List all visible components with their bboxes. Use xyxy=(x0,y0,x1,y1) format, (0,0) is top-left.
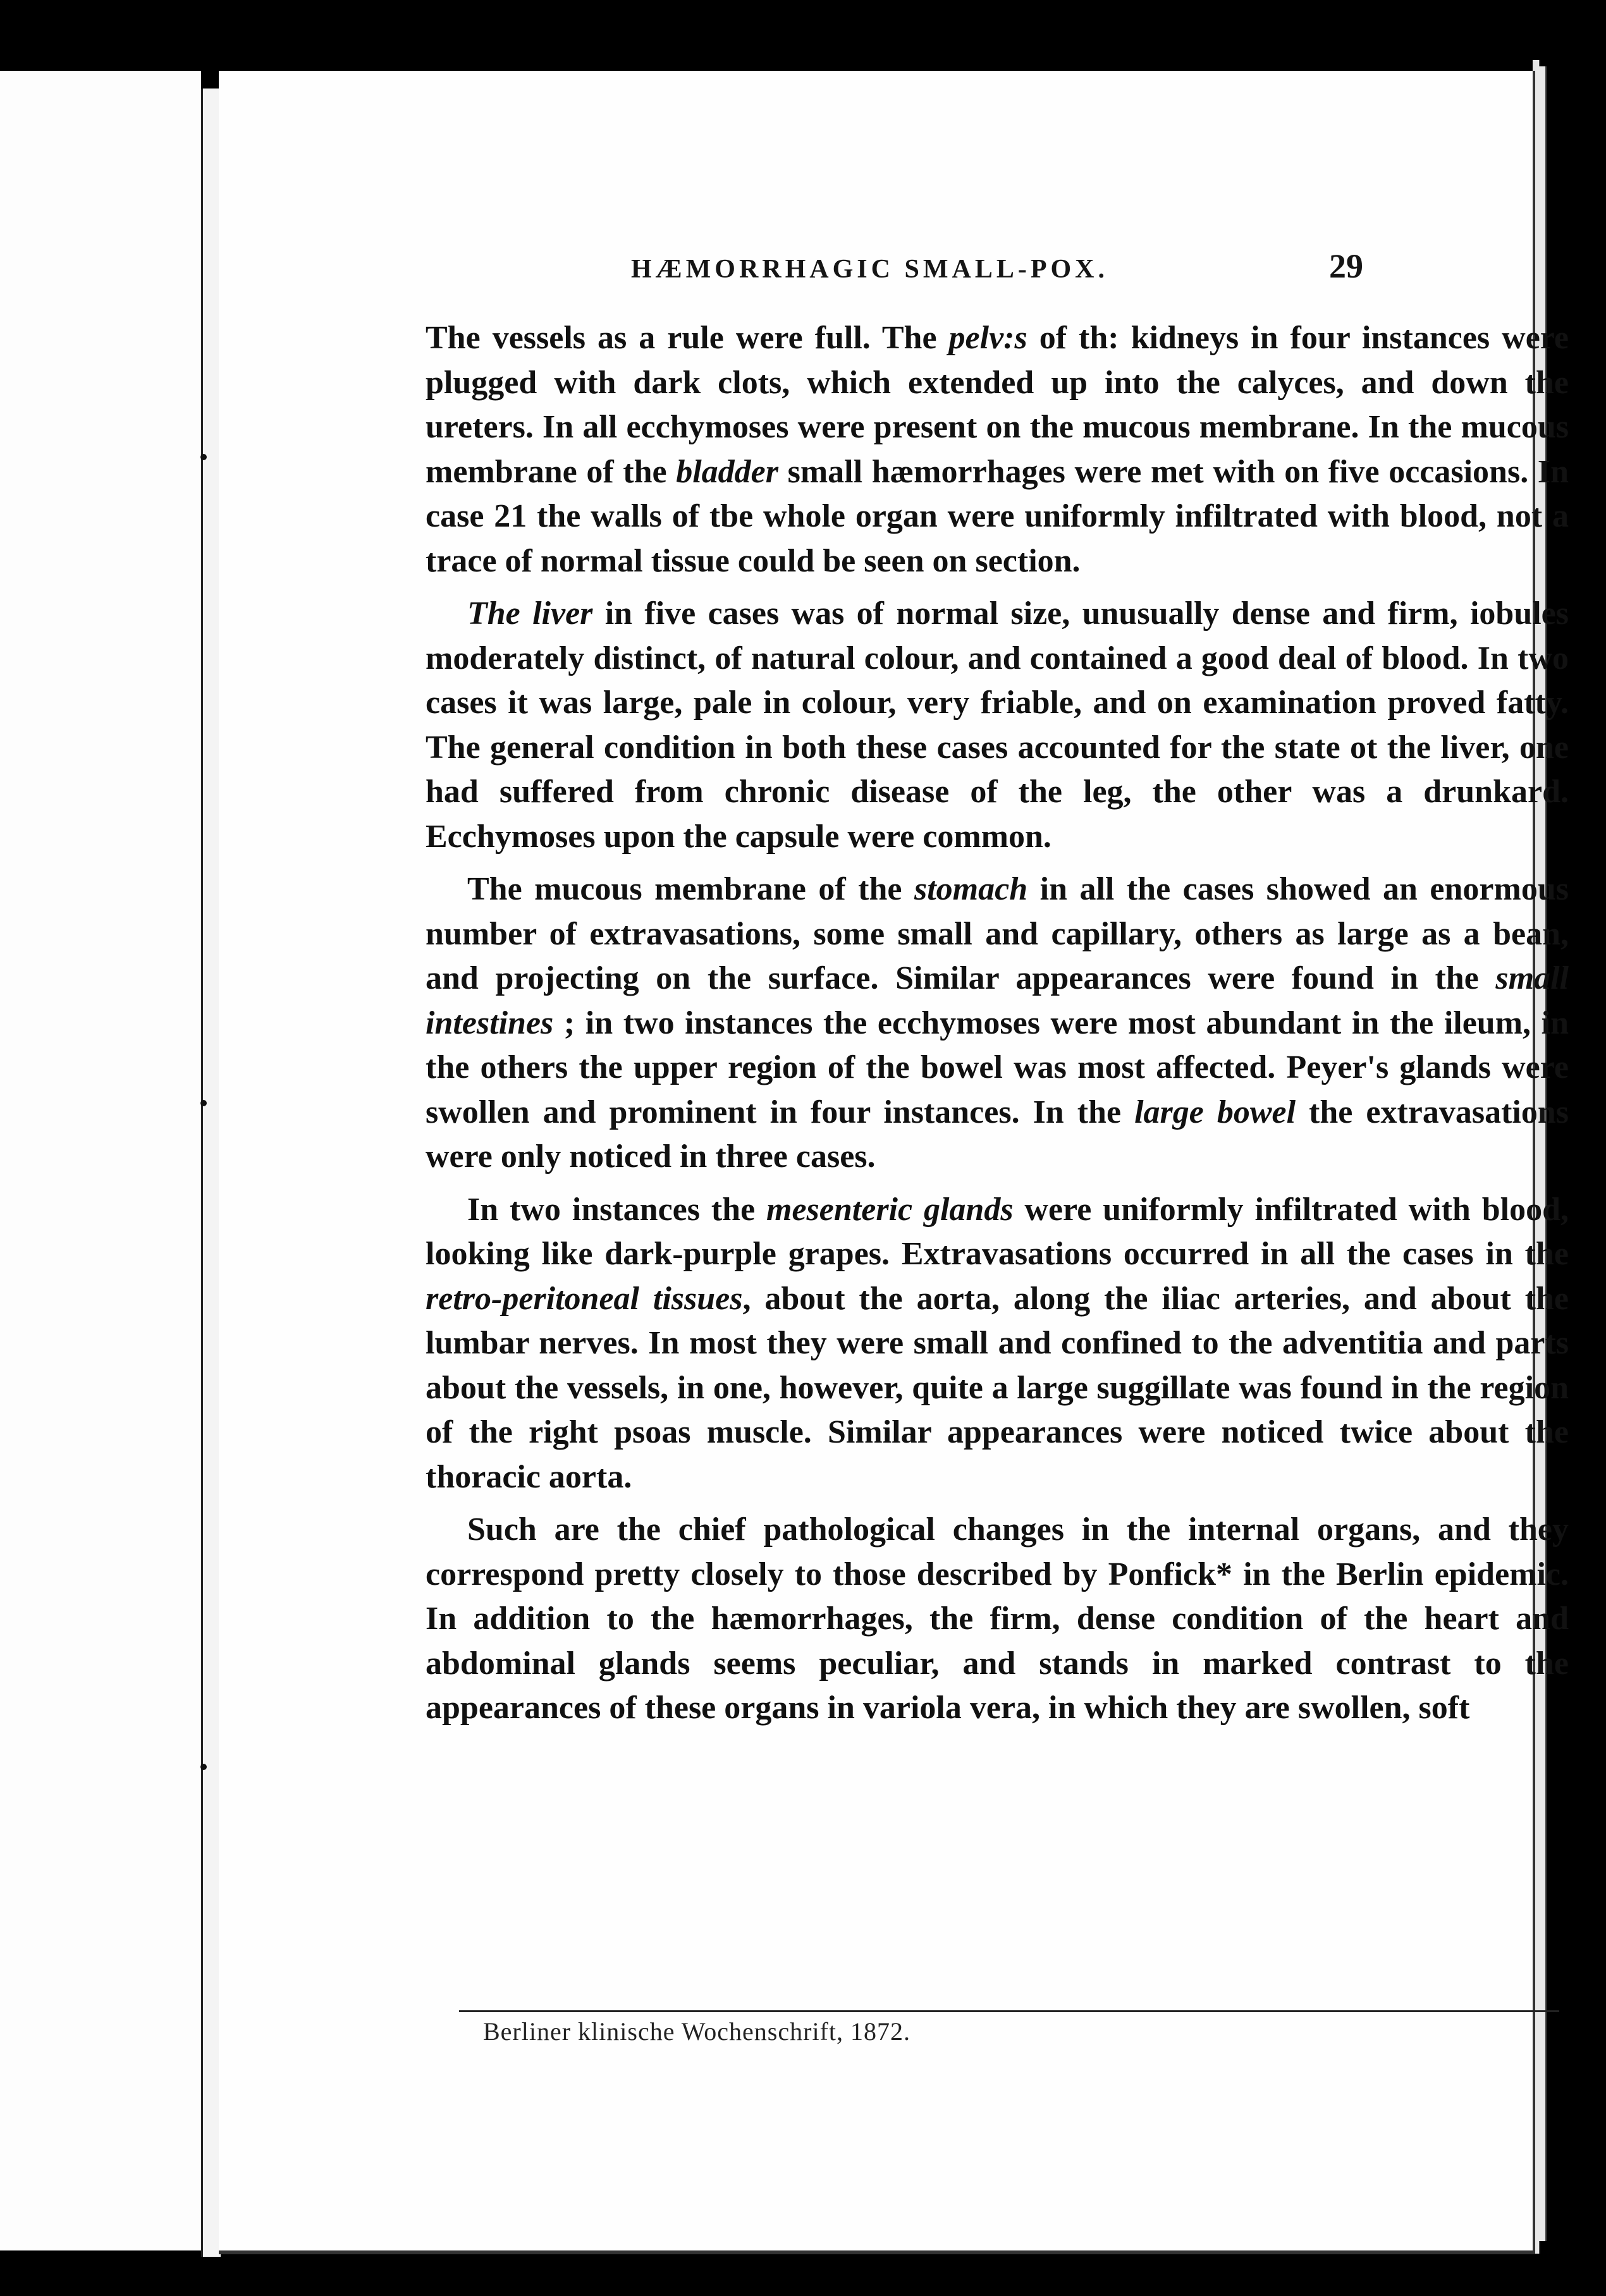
text-run: ; in two instances the ecchymoses were most abundant in the ileum, in the others the upper region of the bowel was most affected. Peyer's glands were swollen and prominent in four instances. In the xyxy=(426,1004,1569,1130)
paragraph xyxy=(426,1188,1569,1500)
text-run: The vessels as a rule were full. The xyxy=(426,320,949,356)
text-run: Such are the chief pathological changes in the internal organs, and they correspond pretty closely to those described by Ponfick* in the Berlin epidemic. In addition to the hæmorrhages, the firm, dense condition of the heart and abdominal glands seems peculiar, and stands in marked contrast to the appearances of these organs in variola vera, in which they are swollen, soft xyxy=(426,1511,1569,1726)
text-run: the extravasations were only noticed in three cases. xyxy=(426,1094,1569,1175)
gutter-mark xyxy=(200,1100,207,1106)
text-run: , about the aorta, along the iliac arteries, and about the lumbar nerves. In most they were small and confined to the adventitia and parts about the vessels, in one, however, quite a large suggillate was found in the region of the right psoas muscle. Similar appearances were noticed twice about the thoracic aorta. xyxy=(426,1280,1569,1495)
text-run: The mucous membrane of the xyxy=(467,871,914,907)
gutter-mark xyxy=(200,454,207,460)
italic-run: large bowel xyxy=(1134,1094,1296,1130)
previous-page xyxy=(0,71,201,2250)
book-page xyxy=(219,71,1569,2254)
italic-run: pelv:s xyxy=(948,320,1027,356)
text-run: small hæmorrhages were met with on five occasions. In case 21 the walls of tbe whole organ were uniformly infiltrated with blood, not a trace of normal tissue could be seen on section. xyxy=(426,453,1569,579)
italic-run: stomach xyxy=(914,871,1028,907)
text-run: in all the cases showed an enormous number of extravasations, some small and capillary, others as large as a bean, and projecting on the surface. Similar appearances were found in the xyxy=(426,871,1569,996)
book-gutter xyxy=(201,89,221,2257)
paragraph xyxy=(426,1508,1569,1731)
paragraph xyxy=(426,592,1569,859)
text-run: In two instances the xyxy=(467,1191,767,1228)
page-number: 29 xyxy=(1329,247,1363,285)
footnote: Berliner klinische Wochenschrift, 1872. xyxy=(483,2017,910,2046)
text-run: were uniformly infiltrated with blood, looking like dark-purple grapes. Extravasations occurred in all the cases in the xyxy=(426,1191,1569,1272)
text-run: of th: kidneys in four instances were plugged with dark clots, which extended up into the calyces, and down the ureters. In all ecchymoses were present on the mucous membrane. In the mucous membrane of the xyxy=(426,320,1569,490)
page-header xyxy=(219,247,1533,298)
gutter-mark xyxy=(200,1764,207,1770)
italic-run: small intestines xyxy=(426,960,1569,1041)
footnote-rule xyxy=(459,2010,1559,2012)
running-head: HÆMORRHAGIC SMALL-POX. xyxy=(631,255,1108,284)
italic-run: bladder xyxy=(676,453,778,490)
italic-run: mesenteric glands xyxy=(766,1191,1014,1228)
text-run: in five cases was of normal size, unusually dense and firm, iobules moderately distinct, of natural colour, and contained a good deal of blood. In two cases it was large, pale in colour, very friable, and on examination proved fatty. The general condition in both these cases accounted for the state ot the liver, one had suffered from chronic disease of the leg, the other was a drunkard. Ecchymoses upon the capsule were common. xyxy=(426,595,1569,855)
body-text xyxy=(426,316,1569,1739)
paragraph xyxy=(426,867,1569,1180)
italic-run: retro-peritoneal tissues xyxy=(426,1280,743,1317)
italic-run: The liver xyxy=(467,595,593,632)
paragraph xyxy=(426,316,1569,583)
